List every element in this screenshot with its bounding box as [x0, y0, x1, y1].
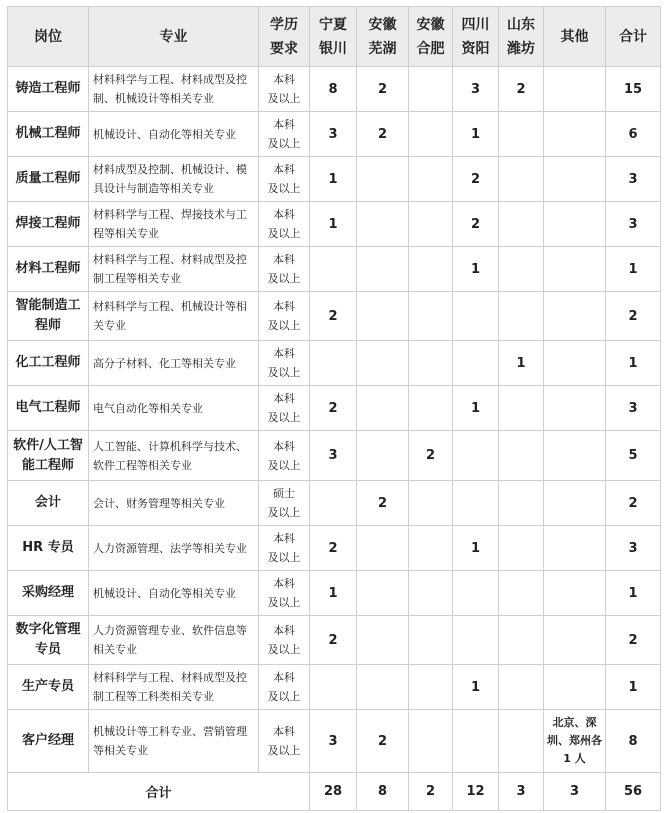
position-cell: 数字化管理专员: [8, 616, 89, 665]
count-cell-weifang: [499, 616, 544, 665]
row-total-cell: 6: [606, 112, 661, 157]
total-count-wuhu: 8: [357, 773, 409, 811]
count-cell-ziyang: 2: [453, 157, 499, 202]
row-total-cell: 1: [606, 247, 661, 292]
major-cell: 人力资源管理专业、软件信息等相关专业: [89, 616, 259, 665]
major-cell: 材料科学与工程、焊接技术与工程等相关专业: [89, 202, 259, 247]
header-location-yinchuan: 宁夏 银川: [310, 7, 357, 67]
count-cell-yinchuan: 1: [310, 157, 357, 202]
education-cell: 本科 及以上: [259, 157, 310, 202]
count-cell-weifang: [499, 665, 544, 710]
education-cell: 本科 及以上: [259, 112, 310, 157]
row-total-cell: 3: [606, 157, 661, 202]
count-cell-wuhu: [357, 571, 409, 616]
header-other: 其他: [544, 7, 606, 67]
education-cell: 本科 及以上: [259, 341, 310, 386]
count-cell-wuhu: [357, 247, 409, 292]
total-count-yinchuan: 28: [310, 773, 357, 811]
table-row: [8, 431, 661, 481]
count-cell-weifang: 1: [499, 341, 544, 386]
count-cell-ziyang: 3: [453, 67, 499, 112]
count-cell-ziyang: [453, 341, 499, 386]
position-cell: 客户经理: [8, 710, 89, 773]
education-cell: 本科 及以上: [259, 710, 310, 773]
education-cell: 本科 及以上: [259, 431, 310, 481]
count-cell-weifang: [499, 526, 544, 571]
count-cell-yinchuan: 3: [310, 710, 357, 773]
count-cell-weifang: [499, 157, 544, 202]
education-cell: 本科 及以上: [259, 67, 310, 112]
grand-total: 56: [606, 773, 661, 811]
table-row: [8, 571, 661, 616]
position-cell: 电气工程师: [8, 386, 89, 431]
position-cell: 采购经理: [8, 571, 89, 616]
other-cell: [544, 112, 606, 157]
other-cell: [544, 386, 606, 431]
count-cell-hefei: [409, 526, 453, 571]
table-row: [8, 710, 661, 773]
major-cell: 机械设计、自动化等相关专业: [89, 112, 259, 157]
major-cell: 材料科学与工程、材料成型及控制、机械设计等相关专业: [89, 67, 259, 112]
other-cell: [544, 202, 606, 247]
education-cell: 硕士 及以上: [259, 481, 310, 526]
major-cell: 材料科学与工程、材料成型及控制工程等工科类相关专业: [89, 665, 259, 710]
other-cell: [544, 341, 606, 386]
count-cell-weifang: [499, 247, 544, 292]
major-cell: 材料科学与工程、机械设计等相关专业: [89, 292, 259, 341]
count-cell-hefei: [409, 202, 453, 247]
table-row: [8, 247, 661, 292]
count-cell-hefei: [409, 710, 453, 773]
other-cell: [544, 665, 606, 710]
row-total-cell: 15: [606, 67, 661, 112]
count-cell-yinchuan: 2: [310, 386, 357, 431]
count-cell-hefei: [409, 481, 453, 526]
count-cell-wuhu: 2: [357, 710, 409, 773]
count-cell-weifang: [499, 431, 544, 481]
count-cell-hefei: [409, 247, 453, 292]
position-cell: 软件/人工智能工程师: [8, 431, 89, 481]
count-cell-yinchuan: 1: [310, 202, 357, 247]
count-cell-ziyang: 2: [453, 202, 499, 247]
table-row: [8, 386, 661, 431]
header-location-ziyang: 四川 资阳: [453, 7, 499, 67]
other-cell: [544, 292, 606, 341]
row-total-cell: 2: [606, 481, 661, 526]
row-total-cell: 3: [606, 386, 661, 431]
education-cell: 本科 及以上: [259, 386, 310, 431]
position-cell: 焊接工程师: [8, 202, 89, 247]
header-position: 岗位: [8, 7, 89, 67]
table-row: [8, 292, 661, 341]
count-cell-weifang: [499, 292, 544, 341]
education-cell: 本科 及以上: [259, 526, 310, 571]
row-total-cell: 3: [606, 202, 661, 247]
major-cell: 人力资源管理、法学等相关专业: [89, 526, 259, 571]
count-cell-wuhu: [357, 665, 409, 710]
count-cell-ziyang: [453, 616, 499, 665]
count-cell-ziyang: 1: [453, 526, 499, 571]
count-cell-weifang: [499, 202, 544, 247]
count-cell-yinchuan: 3: [310, 112, 357, 157]
count-cell-yinchuan: 2: [310, 526, 357, 571]
other-cell: [544, 67, 606, 112]
table-row: [8, 112, 661, 157]
other-cell: [544, 247, 606, 292]
education-cell: 本科 及以上: [259, 247, 310, 292]
row-total-cell: 1: [606, 665, 661, 710]
other-cell: [544, 431, 606, 481]
table-row: [8, 67, 661, 112]
position-cell: 化工工程师: [8, 341, 89, 386]
count-cell-hefei: 2: [409, 431, 453, 481]
header-location-hefei: 安徽 合肥: [409, 7, 453, 67]
count-cell-hefei: [409, 292, 453, 341]
major-cell: 材料科学与工程、材料成型及控制工程等相关专业: [89, 247, 259, 292]
education-cell: 本科 及以上: [259, 571, 310, 616]
position-cell: 会计: [8, 481, 89, 526]
row-total-cell: 1: [606, 341, 661, 386]
count-cell-yinchuan: 1: [310, 571, 357, 616]
count-cell-wuhu: 2: [357, 112, 409, 157]
count-cell-weifang: 2: [499, 67, 544, 112]
count-cell-ziyang: [453, 481, 499, 526]
position-cell: 铸造工程师: [8, 67, 89, 112]
count-cell-weifang: [499, 481, 544, 526]
count-cell-yinchuan: 8: [310, 67, 357, 112]
count-cell-wuhu: [357, 431, 409, 481]
count-cell-hefei: [409, 341, 453, 386]
count-cell-hefei: [409, 571, 453, 616]
count-cell-yinchuan: 3: [310, 431, 357, 481]
header-major: 专业: [89, 7, 259, 67]
position-cell: HR 专员: [8, 526, 89, 571]
education-cell: 本科 及以上: [259, 292, 310, 341]
position-cell: 智能制造工程师: [8, 292, 89, 341]
count-cell-yinchuan: [310, 665, 357, 710]
education-cell: 本科 及以上: [259, 616, 310, 665]
table-row: [8, 665, 661, 710]
count-cell-yinchuan: [310, 481, 357, 526]
table-row: [8, 616, 661, 665]
count-cell-weifang: [499, 112, 544, 157]
count-cell-hefei: [409, 386, 453, 431]
major-cell: 材料成型及控制、机械设计、模具设计与制造等相关专业: [89, 157, 259, 202]
count-cell-wuhu: [357, 341, 409, 386]
count-cell-hefei: [409, 67, 453, 112]
row-total-cell: 5: [606, 431, 661, 481]
total-label: 合计: [8, 773, 310, 811]
table-row: [8, 341, 661, 386]
total-row: [8, 773, 661, 811]
count-cell-wuhu: [357, 616, 409, 665]
major-cell: 高分子材料、化工等相关专业: [89, 341, 259, 386]
major-cell: 机械设计、自动化等相关专业: [89, 571, 259, 616]
count-cell-weifang: [499, 386, 544, 431]
count-cell-wuhu: [357, 157, 409, 202]
header-total: 合计: [606, 7, 661, 67]
count-cell-hefei: [409, 157, 453, 202]
major-cell: 人工智能、计算机科学与技术、软件工程等相关专业: [89, 431, 259, 481]
count-cell-wuhu: [357, 526, 409, 571]
other-cell: [544, 481, 606, 526]
education-cell: 本科 及以上: [259, 202, 310, 247]
count-cell-ziyang: [453, 710, 499, 773]
count-cell-hefei: [409, 616, 453, 665]
other-cell: [544, 616, 606, 665]
row-total-cell: 3: [606, 526, 661, 571]
other-cell: [544, 157, 606, 202]
count-cell-ziyang: 1: [453, 665, 499, 710]
major-cell: 会计、财务管理等相关专业: [89, 481, 259, 526]
row-total-cell: 8: [606, 710, 661, 773]
count-cell-yinchuan: 2: [310, 292, 357, 341]
count-cell-ziyang: 1: [453, 247, 499, 292]
table-row: [8, 481, 661, 526]
header-row: [8, 7, 661, 67]
recruitment-table: [7, 6, 661, 811]
total-count-other: 3: [544, 773, 606, 811]
count-cell-ziyang: 1: [453, 386, 499, 431]
row-total-cell: 1: [606, 571, 661, 616]
count-cell-wuhu: [357, 386, 409, 431]
total-count-weifang: 3: [499, 773, 544, 811]
count-cell-ziyang: [453, 431, 499, 481]
total-count-hefei: 2: [409, 773, 453, 811]
table-row: [8, 202, 661, 247]
position-cell: 材料工程师: [8, 247, 89, 292]
row-total-cell: 2: [606, 292, 661, 341]
count-cell-ziyang: [453, 292, 499, 341]
count-cell-weifang: [499, 710, 544, 773]
count-cell-hefei: [409, 665, 453, 710]
table-row: [8, 526, 661, 571]
count-cell-wuhu: 2: [357, 481, 409, 526]
count-cell-yinchuan: [310, 341, 357, 386]
other-cell: [544, 526, 606, 571]
count-cell-hefei: [409, 112, 453, 157]
other-cell: [544, 571, 606, 616]
count-cell-yinchuan: 2: [310, 616, 357, 665]
education-cell: 本科 及以上: [259, 665, 310, 710]
count-cell-ziyang: [453, 571, 499, 616]
count-cell-weifang: [499, 571, 544, 616]
count-cell-wuhu: [357, 292, 409, 341]
header-location-weifang: 山东 潍坊: [499, 7, 544, 67]
count-cell-wuhu: [357, 202, 409, 247]
count-cell-wuhu: 2: [357, 67, 409, 112]
row-total-cell: 2: [606, 616, 661, 665]
position-cell: 机械工程师: [8, 112, 89, 157]
major-cell: 机械设计等工科专业、营销管理等相关专业: [89, 710, 259, 773]
header-location-wuhu: 安徽 芜湖: [357, 7, 409, 67]
major-cell: 电气自动化等相关专业: [89, 386, 259, 431]
count-cell-yinchuan: [310, 247, 357, 292]
total-count-ziyang: 12: [453, 773, 499, 811]
table-row: [8, 157, 661, 202]
other-cell: 北京、深圳、郑州各 1 人: [544, 710, 606, 773]
position-cell: 质量工程师: [8, 157, 89, 202]
position-cell: 生产专员: [8, 665, 89, 710]
header-education: 学历 要求: [259, 7, 310, 67]
count-cell-ziyang: 1: [453, 112, 499, 157]
